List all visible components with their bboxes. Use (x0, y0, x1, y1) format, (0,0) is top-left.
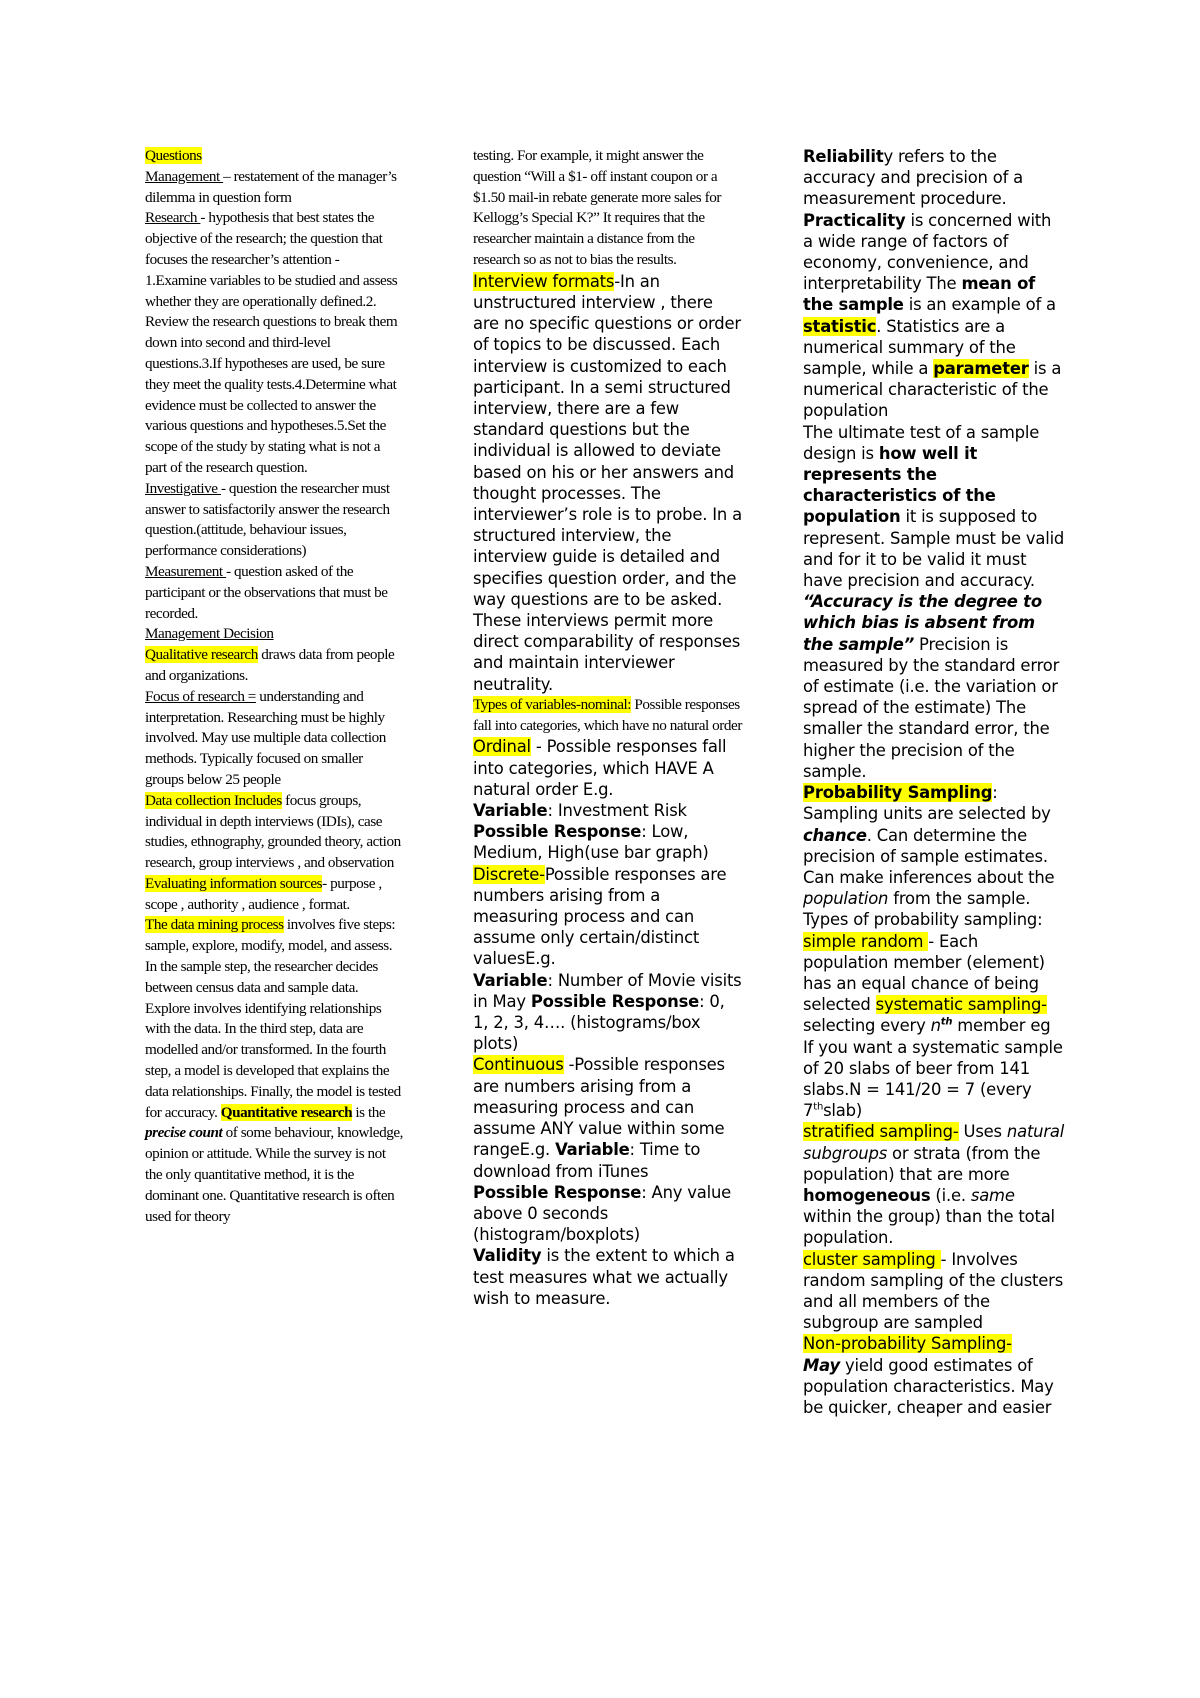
continuous-term: Continuous (473, 1055, 564, 1075)
nth-superscript: th (940, 1016, 953, 1028)
research-question-paragraph (145, 208, 403, 478)
continuous-paragraph (473, 1054, 743, 1245)
probability-sampling-paragraph (803, 782, 1065, 909)
stratified-sampling-paragraph (803, 1121, 1065, 1248)
management-question-paragraph (145, 167, 403, 209)
ordinal-definition: - Possible responses fall into categories, which HAVE A natural order E.g. (473, 737, 727, 799)
practicality-term: Practicality (803, 210, 906, 230)
non-probability-sampling-paragraph (803, 1333, 1065, 1418)
reliability-term-tail: y (883, 147, 893, 166)
qualitative-research-term: Qualitative research (145, 646, 258, 664)
data-mining-paragraph (145, 915, 403, 1227)
interview-formats-definition: -In an unstructured interview , there are no specific questions or order of topics to be discussed. Each interview is customized to each participant. In a semi structured interview, there are a few standard questions but the individual is allowed to deviate based on his or her answers and thought processes. The interviewer’s role is to probe. In a structured interview, the interview guide is detailed and specifies question order, and the way questions are to be asked. These interviews permit more direct comparability of responses and maintain interviewer neutrality. (473, 271, 742, 694)
continuous-definition: -Possible responses are numbers arising from a measuring process and can assume ANY value within some rangeE.g. (473, 1055, 725, 1160)
systematic-sampling-definition: selecting every (803, 1016, 931, 1036)
probability-sampling-definition: : Sampling units are selected by (803, 783, 1051, 824)
may-term: May (803, 1355, 840, 1375)
practicality-definition: is concerned with a wide range of factors of economy, convenience, and interpretability The (803, 210, 1052, 294)
testing-text: testing. For example, it might answer the question “Will a $1- off instant coupon or a $1.50 mail-in rebate generate more sales for Kellogg’s Special K?” It requires that the researcher maintain a distance from the research so as not to bias the results. (473, 147, 721, 268)
simple-random-definition: - Each population member (element) has an equal chance of being selected (803, 931, 1045, 1015)
mean-of-sample-term: mean of the sample (803, 274, 1036, 315)
ultimate-test-paragraph (803, 422, 1065, 782)
discrete-variable-value: : Number of Movie visits in May (473, 970, 742, 1011)
systematic-sampling-definition-3: slab) (823, 1101, 863, 1121)
evaluating-sources-term: Evaluating information sources (145, 874, 323, 892)
natural-subgroups-term: natural subgroups (803, 1122, 1065, 1163)
data-collection-paragraph (145, 791, 403, 874)
ordinal-response-label: Possible Response (473, 822, 642, 842)
types-of-variables-paragraph (473, 695, 743, 737)
evaluating-sources-paragraph (145, 874, 403, 916)
ordinal-term: Ordinal (473, 737, 531, 757)
discrete-definition: Possible responses are numbers arising from a measuring process and can assume only certain/distinct valuesE.g. (473, 864, 727, 969)
accuracy-quote: “Accuracy is the degree to which bias is absent from the sample” (803, 592, 1042, 654)
column-2-variables (473, 736, 743, 1308)
ultimate-test-bold: how well it represents the characteristics of the population (803, 443, 996, 527)
discrete-response-label: Possible Response (530, 991, 700, 1011)
interview-formats-paragraph (473, 271, 743, 695)
measurement-question-paragraph (145, 562, 403, 624)
data-mining-term: The data mining process (145, 916, 284, 934)
ordinal-variable-label: Variable (473, 801, 548, 821)
measurement-definition: - question asked of the participant or the observations that must be recorded. (145, 562, 388, 622)
management-definition: – restatement of the manager’s dilemma in question form (145, 167, 397, 206)
column-2-body (473, 271, 743, 695)
stratified-sampling-definition: Uses (958, 1122, 1007, 1142)
continuous-response-value: : Any value above 0 seconds (histogram/boxplots) (473, 1182, 732, 1245)
data-mining-definition: involves five steps: sample, explore, modify, model, and assess. In the sample step, the researcher decides between census data and sample data. Explore involves identifying relationships with the data. In the third step, data are modelled and/or transformed. In the fourth step, a model is developed that explains the data relationships. Finally, the model is tested for accuracy. (145, 916, 401, 1121)
investigative-definition: - question the researcher must answer to satisfactorily answer the research question.(attitude, behaviour issues, performance considerations) (145, 479, 390, 560)
ultimate-test-definition: it is supposed to represent. Sample must be valid and for it to be valid it must have precision and accuracy. (803, 507, 1065, 591)
management-decision-line (145, 624, 403, 645)
testing-paragraph (473, 146, 743, 271)
qualitative-research-definition: draws data from people and organizations. (145, 646, 395, 684)
discrete-paragraph (473, 864, 743, 1055)
validity-paragraph (473, 1245, 743, 1309)
column-2 (473, 146, 743, 1309)
ordinal-paragraph (473, 736, 743, 863)
parameter-definition: is a numerical characteristic of the population (803, 359, 1062, 421)
precision-definition: Precision is measured by the standard error of estimate (i.e. the variation or spread of the estimate) The smaller the standard error, the higher the precision of the sample. (803, 634, 1060, 781)
ordinal-response-value: : Low, Medium, High(use bar graph) (473, 822, 709, 863)
reliability-definition: refers to the accuracy and precision of a measurement procedure. (803, 147, 1024, 209)
systematic-sampling-term: systematic sampling- (875, 995, 1047, 1015)
quantitative-research-definition: of some behaviour, knowledge, opinion or attitude. While the survey is not the only quantitative method, it is the dominant one. Quantitative research is often used for theory (145, 1124, 404, 1225)
types-of-variables-term: Types of variables-nominal: (473, 695, 632, 713)
parameter-term: parameter (933, 359, 1029, 379)
column-3 (803, 146, 1065, 1418)
continuous-variable-value: : Time to download from iTunes (473, 1140, 701, 1181)
statistic-term: statistic (803, 316, 877, 336)
stratified-sampling-term: stratified sampling- (803, 1122, 959, 1142)
systematic-sampling-definition-2: member eg If you want a systematic sample of 20 slabs of beer from 141 slabs.N = 141/20 = 7 (every 7 (803, 1016, 1063, 1121)
seventh-superscript: th (813, 1101, 824, 1113)
reliability-term: Reliabilit (803, 147, 884, 166)
focus-of-research-term: Focus of research = (145, 687, 256, 705)
continuous-response-label: Possible Response (473, 1182, 642, 1202)
continuous-variable-label: Variable (555, 1140, 630, 1160)
measurement-term: Measurement (145, 562, 227, 580)
cluster-sampling-term: cluster sampling (803, 1249, 941, 1269)
ultimate-test-text: The ultimate test of a sample design is (803, 422, 1040, 463)
nth-n: n (930, 1016, 941, 1036)
questions-heading (145, 146, 403, 167)
quantitative-research-pre: is the (352, 1103, 386, 1121)
research-term: Research (145, 209, 201, 227)
management-decision-term: Management Decision (145, 625, 274, 643)
quantitative-research-term: Quantitative research (220, 1103, 353, 1121)
precise-count-term: precise count (145, 1124, 223, 1142)
simple-random-term: simple random (803, 931, 929, 951)
focus-of-research-paragraph (145, 687, 403, 791)
focus-of-research-definition: understanding and interpretation. Researching must be highly involved. May use multiple data collection methods. Typically focused on smaller groups below 25 people (145, 687, 386, 788)
questions-heading-text: Questions (145, 147, 202, 164)
non-probability-sampling-term: Non-probability Sampling- (803, 1334, 1012, 1354)
statistic-definition: . Statistics are a numerical summary of the sample, while a (803, 316, 1016, 379)
management-term: Management (145, 167, 224, 185)
types-of-variables-definition: Possible responses fall into categories, which have no natural order (473, 695, 742, 734)
data-collection-definition: focus groups, individual in depth interviews (IDIs), case studies, ethnography, grounded theory, action research, group interviews , and observation (145, 791, 401, 872)
non-probability-sampling-definition: yield good estimates of population characteristics. May be quicker, cheaper and easier (803, 1355, 1054, 1417)
research-steps: - 1.Examine variables to be studied and assess whether they are operationally defined.2. Review the research questions to break them down into second and third-level questions.3.If hypotheses are used, be sure they meet the quality tests.4.Determine what evidence must be collected to answer the various questions and hypotheses.5.Set the scope of the study by stating what is not a part of the research question. (145, 250, 398, 476)
probability-sampling-definition-2: . Can determine the precision of sample estimates. Can make inferences about the (803, 825, 1055, 887)
stratified-sampling-definition-3: (i.e. (930, 1185, 971, 1205)
cluster-sampling-paragraph (803, 1249, 1065, 1334)
evaluating-sources-definition: - purpose , scope , authority , audience , format. (145, 874, 382, 913)
investigative-term: Investigative (145, 479, 221, 497)
practicality-paragraph (803, 210, 1065, 422)
column-1 (145, 146, 403, 1227)
sampling-types-paragraph (803, 909, 1065, 1121)
chance-term: chance (803, 825, 867, 845)
sampling-types-text: Types of probability sampling: (803, 910, 1043, 930)
discrete-term: Discrete- (473, 864, 545, 884)
interview-formats-term: Interview formats (473, 271, 615, 291)
reliability-paragraph (803, 146, 1065, 210)
ordinal-variable-value: : Investment Risk (547, 801, 687, 821)
discrete-variable-label: Variable (473, 970, 548, 990)
qualitative-research-paragraph (145, 645, 403, 687)
population-term: population (803, 889, 889, 909)
research-definition: - hypothesis that best states the objective of the research; the question that focuses the researcher’s attention (145, 209, 383, 268)
stratified-sampling-definition-2: or strata (from the population) that are more (803, 1143, 1041, 1184)
investigative-question-paragraph (145, 479, 403, 562)
homogeneous-term: homogeneous (803, 1185, 931, 1205)
probability-sampling-definition-3: from the sample. (888, 889, 1031, 909)
stratified-sampling-definition-4: within the group) than the total population. (803, 1207, 1055, 1248)
discrete-response-value: : 0, 1, 2, 3, 4…. (histograms/box plots) (473, 991, 725, 1054)
data-collection-term: Data collection Includes (145, 791, 282, 809)
validity-term: Validity (473, 1246, 542, 1266)
validity-definition: is the extent to which a test measures what we actually wish to measure. (473, 1246, 735, 1308)
probability-sampling-term: Probability Sampling (803, 783, 993, 803)
same-term: same (970, 1185, 1015, 1205)
mean-of-sample-definition: is an example of a (903, 295, 1056, 315)
cluster-sampling-definition: - Involves random sampling of the clusters and all members of the subgroup are sampled (803, 1249, 1064, 1333)
